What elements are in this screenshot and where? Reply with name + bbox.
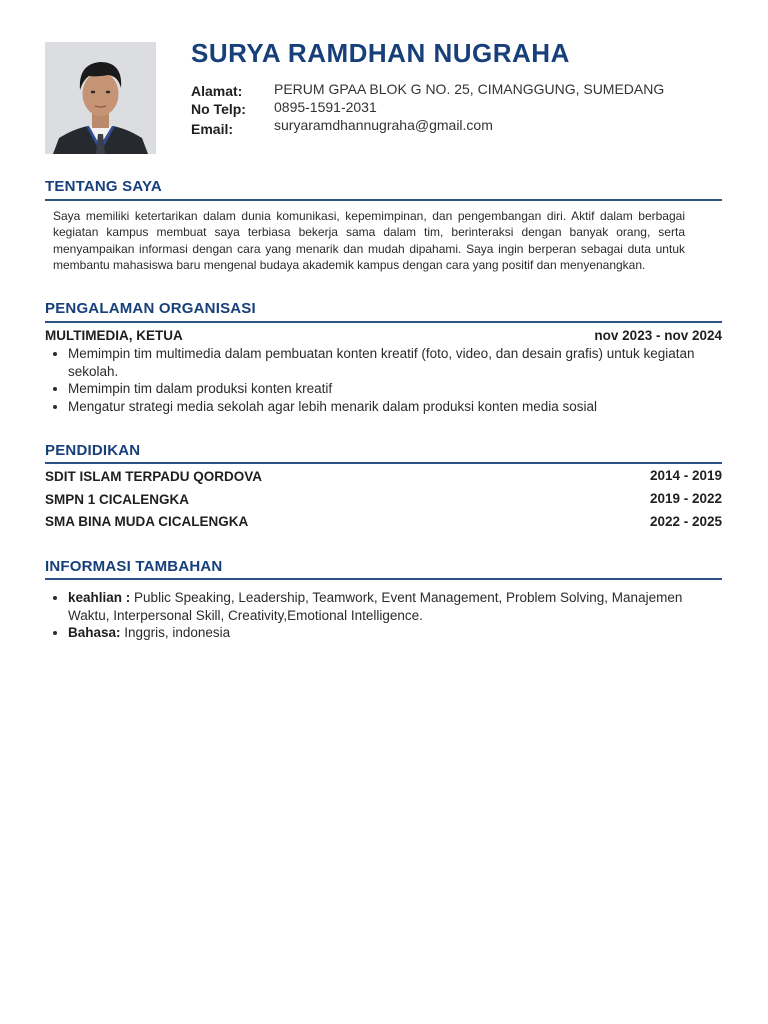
skills-label: keahlian : [68,590,131,605]
school-name: SDIT ISLAM TERPADU QORDOVA [45,469,263,484]
skills-value: Public Speaking, Leadership, Teamwork, Event Management, Problem Solving, Manajemen Waktu, Interpersonal Skill, Creativity,Emotional Intelligence. [68,590,683,623]
experience-bullets [45,345,728,415]
experience-entry [45,328,722,343]
contact-label: Email: [191,121,234,137]
candidate-name: SURYA RAMDHAN NUGRAHA [191,38,570,68]
list-item: • Memimpin tim dalam produksi konten kreatif [68,380,728,398]
list-item [68,624,688,642]
list-item: • Memimpin tim multimedia dalam pembuatan konten kreatif (foto, video, dan desain grafis) untuk kegiatan sekolah. [68,345,728,380]
school-years: 2019 - 2022 [649,491,722,506]
about-text: Saya memiliki ketertarikan dalam dunia komunikasi, kepemimpinan, dan pengembangan diri. Aktif dalam berbagai kegiatan kampus membuat saya terbiasa bekerja sama dalam tim, berinteraksi dengan banyak orang, serta menyampaikan informasi dengan cara yang menarik dan mudah dipahami. Saya ingin berperan sebagai duta untuk membantu mahasiswa baru mengenal budaya akademik kampus dengan cara yang positif dan menyenangkan. [53,209,685,273]
section-divider [45,199,722,201]
school-years: 2022 - 2025 [649,514,722,529]
section-divider [45,578,722,580]
email-value: suryaramdhannugraha@gmail.com [274,117,493,133]
section-title-additional: INFORMASI TAMBAHAN [45,558,223,575]
experience-period: nov 2023 - nov 2024 [594,328,722,343]
education-entry [45,469,722,484]
language-label: Bahasa: [68,625,121,640]
school-name: SMA BINA MUDA CICALENGKA [45,514,249,529]
education-entry [45,492,722,507]
section-title-experience: PENGALAMAN ORGANISASI [45,300,256,317]
experience-role: MULTIMEDIA, KETUA [45,328,183,343]
person-portrait-icon [45,42,156,154]
school-years: 2014 - 2019 [649,468,722,483]
phone-value: 0895-1591-2031 [274,99,377,115]
contact-label: Alamat: [191,83,243,99]
language-value: Inggris, indonesia [124,625,231,640]
address-value: PERUM GPAA BLOK G NO. 25, CIMANGGUNG, SUMEDANG [274,81,665,97]
education-entry [45,514,722,529]
profile-photo [45,42,156,154]
school-name: SMPN 1 CICALENGKA [45,492,190,507]
section-title-about: TENTANG SAYA [45,178,162,195]
list-item: • Mengatur strategi media sekolah agar lebih menarik dalam produksi konten media sosial [68,398,728,416]
additional-info-list [45,589,688,642]
contact-label: No Telp: [191,101,246,117]
section-divider [45,462,722,464]
list-item [68,589,688,624]
section-title-education: PENDIDIKAN [45,442,141,459]
section-divider [45,321,722,323]
